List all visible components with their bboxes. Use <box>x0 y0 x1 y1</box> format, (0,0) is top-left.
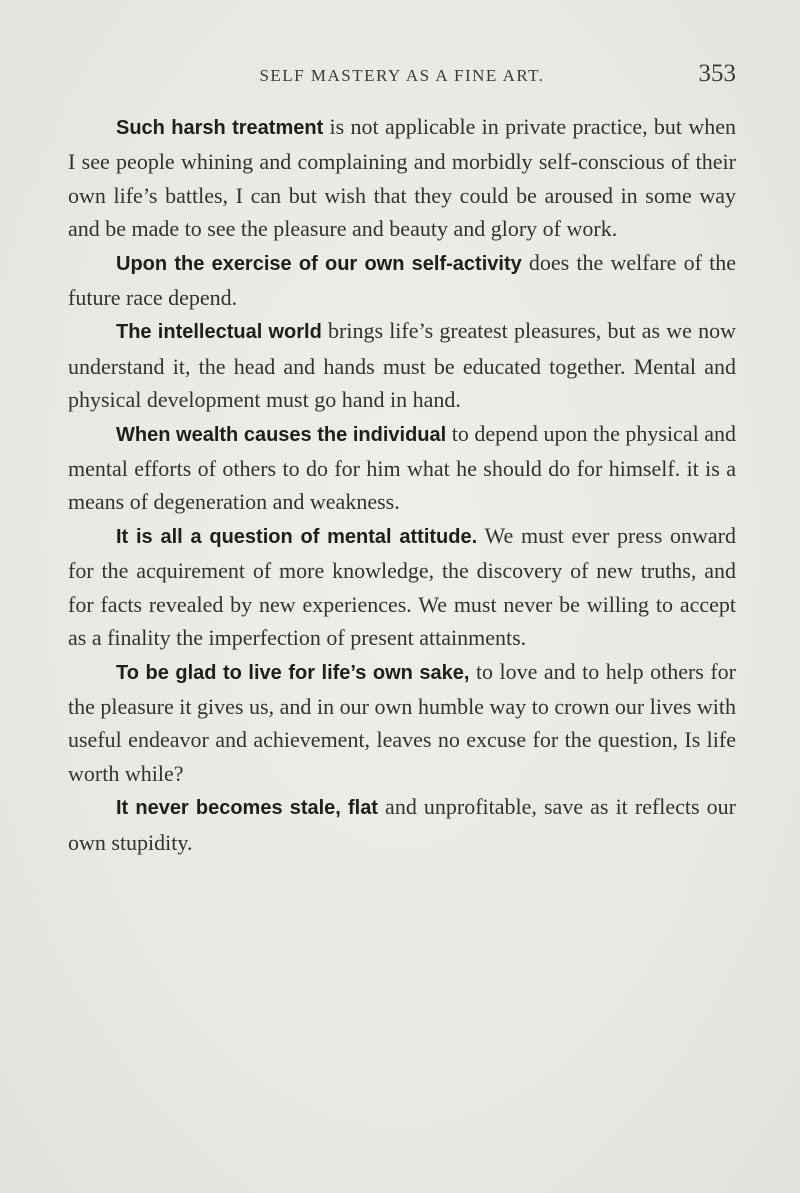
paragraph-body: brings life’s greatest pleasures, but as we now understand it, the head and hands must be educated together. Mental and physical development must go hand in hand. <box>68 318 736 413</box>
paragraph-body: to love and to help others for the pleasure it gives us, and in our own humble way to crown our lives with useful endeavor and achievement, leaves no excuse for the question, Is life worth while? <box>68 658 736 786</box>
paragraph <box>68 790 736 859</box>
running-head <box>68 60 736 100</box>
paragraph-body: We must ever press onward for the acquirement of more knowledge, the discovery of new truths, and for facts revealed by new experiences. We must never be willing to accept as a finality the imperfection of present attainments. <box>68 522 736 651</box>
paragraph-body: is not applicable in private practice, but when I see people whining and complaining and morbidly self-conscious of their own life’s battles, I can but wish that they could be aroused in some way and be made to see the pleasure and beauty and glory of work. <box>68 114 736 242</box>
paragraph <box>68 110 736 246</box>
paragraph-lead: When wealth causes the individual <box>116 423 447 446</box>
running-title: SELF MASTERY AS A FINE ART. <box>259 66 545 85</box>
paragraph-lead: Upon the exercise of our own self-activity <box>116 252 522 275</box>
page-number: 353 <box>698 60 736 87</box>
paragraph-body: does the welfare of the future race depend. <box>68 249 736 311</box>
body-text <box>68 110 736 859</box>
paragraph-lead: The intellectual world <box>116 321 322 344</box>
paragraph <box>68 519 736 655</box>
paragraph <box>68 246 736 315</box>
paragraph <box>68 417 736 519</box>
paragraph <box>68 655 736 791</box>
paragraph-body: to depend upon the physical and mental efforts of others to do for him what he should do for himself. it is a means of degeneration and weakness. <box>68 420 736 515</box>
paragraph-lead: It never becomes stale, flat <box>116 797 378 820</box>
paragraph-lead: To be glad to live for life’s own sake, <box>116 661 470 684</box>
paragraph <box>68 314 736 416</box>
paragraph-body: and unprofitable, save as it reflects our own stupidity. <box>68 794 737 855</box>
paragraph-lead: Such harsh treatment <box>116 117 324 139</box>
paragraph-lead: It is all a question of mental attitude. <box>116 525 478 548</box>
